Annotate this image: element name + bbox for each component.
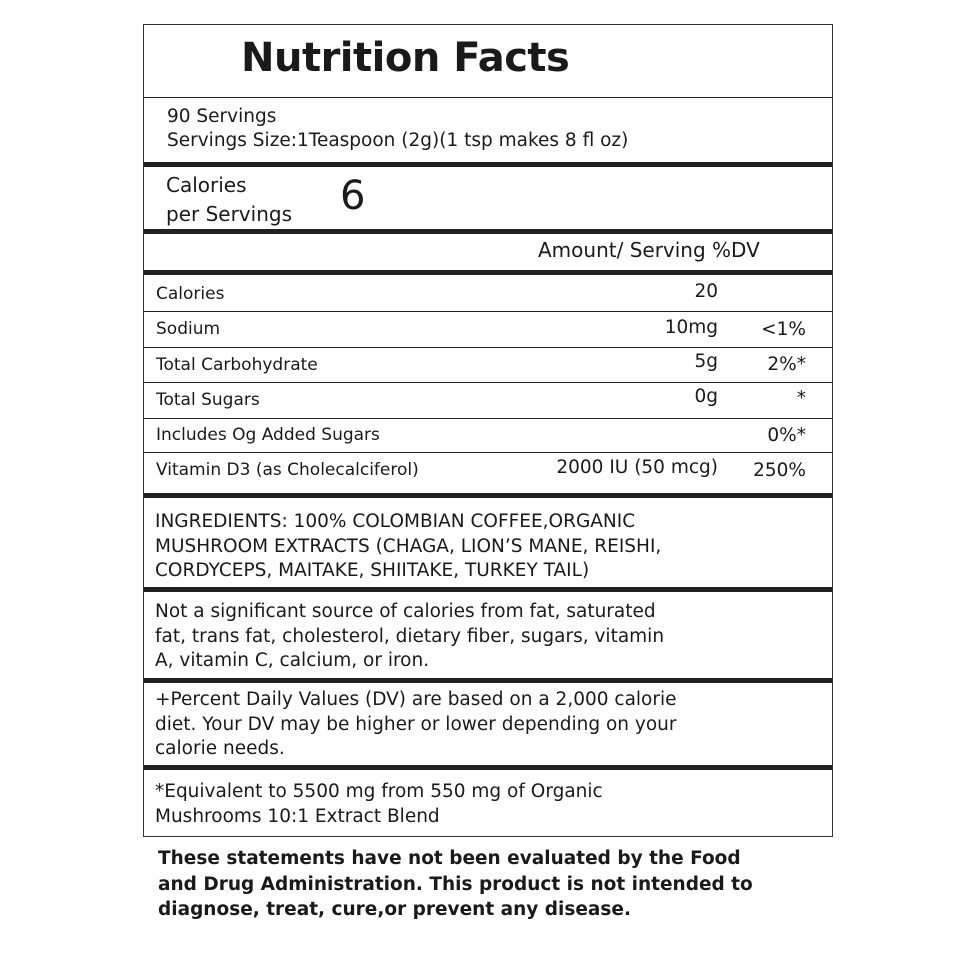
divider-row bbox=[144, 382, 832, 383]
row-carbohydrate-dv: 2%* bbox=[767, 354, 806, 375]
divider-title bbox=[144, 97, 832, 98]
row-sugars-amount: 0g bbox=[694, 386, 718, 407]
row-sodium-amount: 10mg bbox=[664, 317, 718, 338]
row-sugars-dv: * bbox=[796, 388, 806, 409]
fda-disclaimer: These statements have not been evaluated by the Food and Drug Administration. This product is not intended to diagnose, treat, cure,or prevent any disease. bbox=[158, 848, 753, 920]
divider-thick-header bbox=[144, 270, 832, 275]
row-vitamin-d3-amount: 2000 IU (50 mcg) bbox=[556, 457, 718, 478]
ingredients-text: INGREDIENTS: 100% COLOMBIAN COFFEE,ORGANIC MUSHROOM EXTRACTS (CHAGA, LION’S MANE, REISHI, CORDYCEPS, MAITAKE, SHIITAKE, TURKEY TAIL) bbox=[155, 511, 662, 581]
divider-thick-dv-note bbox=[144, 678, 832, 683]
divider-row bbox=[144, 311, 832, 312]
row-calories-name: Calories bbox=[156, 284, 225, 304]
row-carbohydrate-amount: 5g bbox=[694, 351, 718, 372]
row-sodium-name: Sodium bbox=[156, 319, 221, 339]
equivalent-note: *Equivalent to 5500 mg from 550 mg of Organic Mushrooms 10:1 Extract Blend bbox=[155, 781, 603, 827]
row-sugars-name: Total Sugars bbox=[156, 390, 260, 410]
row-added-sugars-dv: 0%* bbox=[767, 425, 806, 446]
divider-row bbox=[144, 418, 832, 419]
label-title: Nutrition Facts bbox=[241, 35, 570, 81]
row-carbohydrate-name: Total Carbohydrate bbox=[156, 355, 318, 375]
divider-thick-servings bbox=[144, 162, 832, 167]
calories-label-line2: per Servings bbox=[166, 202, 292, 226]
amount-serving-header: Amount/ Serving %DV bbox=[538, 238, 760, 262]
divider-row bbox=[144, 452, 832, 453]
divider-thick-equivalent bbox=[144, 765, 832, 770]
row-sodium-dv: <1% bbox=[761, 319, 806, 340]
not-significant-text: Not a significant source of calories from fat, saturated fat, trans fat, cholesterol, dietary fiber, sugars, vitamin A, vitamin C, calcium, or iron. bbox=[155, 601, 665, 671]
servings-count: 90 Servings bbox=[167, 106, 277, 127]
row-vitamin-d3-name: Vitamin D3 (as Cholecalciferol) bbox=[156, 460, 419, 480]
row-added-sugars-name: Includes Og Added Sugars bbox=[156, 425, 380, 445]
divider-thick-ingredients bbox=[144, 493, 832, 498]
percent-dv-note: +Percent Daily Values (DV) are based on a 2,000 calorie diet. Your DV may be higher or lower depending on your calorie needs. bbox=[155, 689, 677, 759]
serving-size: Servings Size:1Teaspoon (2g)(1 tsp makes 8 fl oz) bbox=[167, 130, 629, 151]
row-vitamin-d3-dv: 250% bbox=[753, 460, 806, 481]
calories-value: 6 bbox=[340, 173, 366, 219]
divider-thick-not-significant bbox=[144, 587, 832, 592]
calories-label-line1: Calories bbox=[166, 173, 247, 197]
row-calories-amount: 20 bbox=[694, 281, 718, 302]
nutrition-facts-label bbox=[143, 24, 833, 837]
divider-row bbox=[144, 347, 832, 348]
divider-thick-calories bbox=[144, 229, 832, 234]
